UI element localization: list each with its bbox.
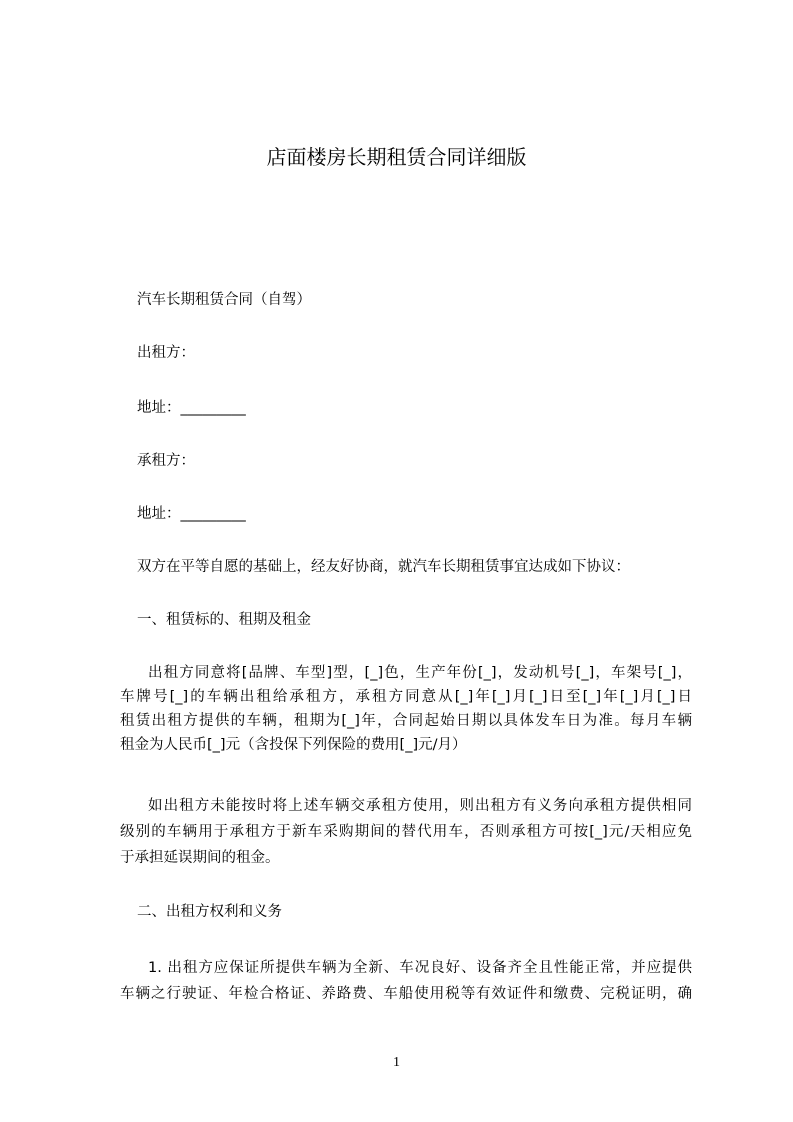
lessor-label: 出租方： xyxy=(137,345,195,361)
paragraph-line: 于承担延误期间的租金。 xyxy=(120,850,280,866)
paragraph-line: 级别的车辆用于承租方于新车采购期间的替代用车，否则承租方可按[_]元/天相应免 xyxy=(120,824,692,840)
section-heading-1: 一、租赁标的、租期及租金 xyxy=(137,612,311,628)
paragraph-line: 车辆之行驶证、年检合格证、养路费、车船使用税等有效证件和缴费、完税证明，确 xyxy=(120,986,692,1002)
lessee-address: 地址：_________ xyxy=(137,506,246,522)
paragraph-line: 1. 出租方应保证所提供车辆为全新、车况良好、设备齐全且性能正常，并应提供 xyxy=(148,960,692,976)
contract-subtitle: 汽车长期租赁合同（自驾） xyxy=(137,292,311,308)
page-number: 1 xyxy=(393,1055,400,1070)
paragraph-line: 租赁出租方提供的车辆，租期为[_]年，合同起始日期以具体发车日为准。每月车辆 xyxy=(120,713,692,729)
paragraph-line: 租金为人民币[_]元（含投保下列保险的费用[_]元/月） xyxy=(120,737,467,753)
paragraph-line: 出租方同意将[品牌、车型]型，[_]色，生产年份[_]，发动机号[_]，车架号[_]， xyxy=(148,665,692,681)
lessor-address: 地址：_________ xyxy=(137,400,246,416)
lessee-label: 承租方： xyxy=(137,453,195,469)
paragraph-line: 车牌号[_]的车辆出租给承租方，承租方同意从[_]年[_]月[_]日至[_]年[_]月[_]日 xyxy=(120,689,692,705)
section-heading-2: 二、出租方权利和义务 xyxy=(137,904,282,920)
intro-text: 双方在平等自愿的基础上，经友好协商，就汽车长期租赁事宜达成如下协议： xyxy=(137,559,630,575)
paragraph-line: 如出租方未能按时将上述车辆交承租方使用，则出租方有义务向承租方提供相同 xyxy=(148,798,692,814)
document-title: 店面楼房长期租赁合同详细版 xyxy=(266,145,527,169)
